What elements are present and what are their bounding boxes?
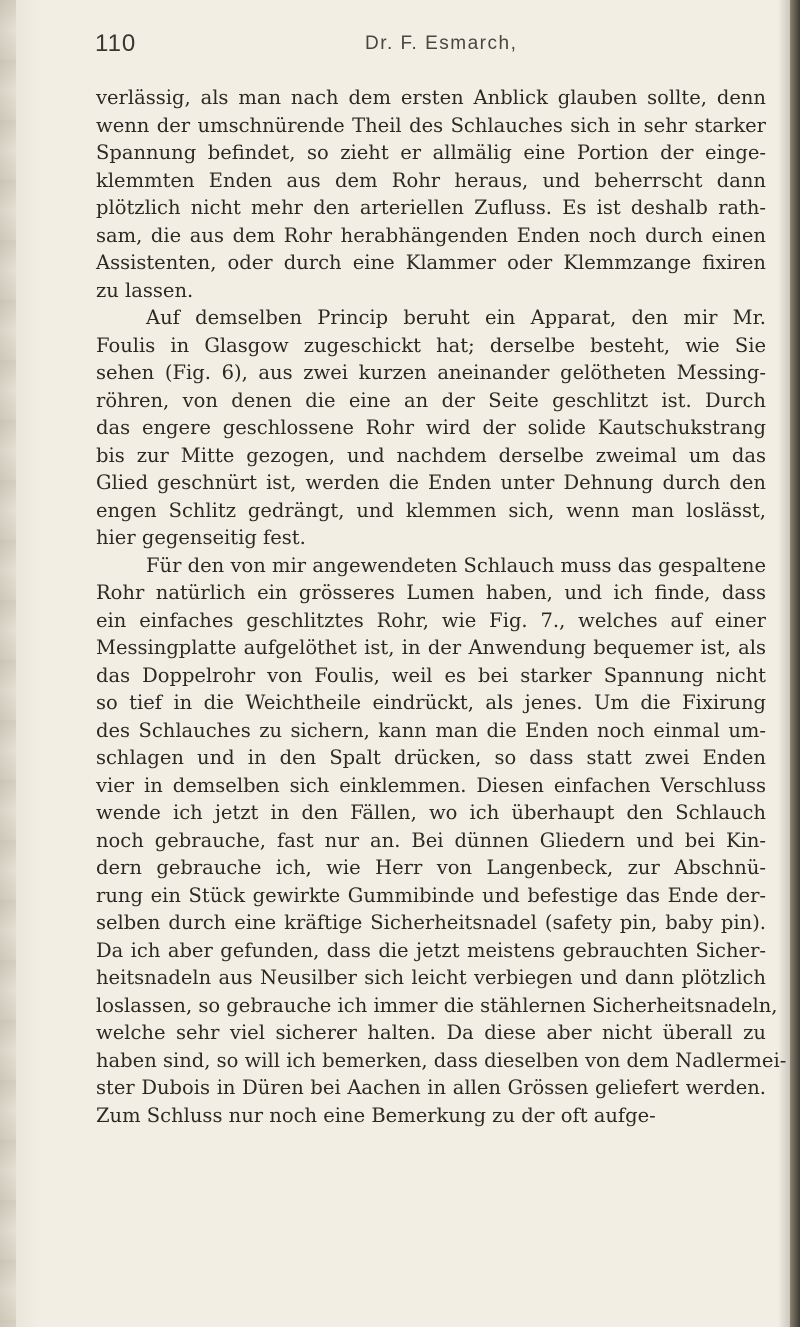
text-line: schlagen und in den Spalt drücken, so dass statt zwei Enden [96, 746, 766, 769]
text-line: Assistenten, oder durch eine Klammer oder Klemmzange fixiren [96, 251, 766, 274]
text-line: verlässig, als man nach dem ersten Anblick glauben sollte, denn [96, 86, 766, 109]
text-line: rung ein Stück gewirkte Gummibinde und befestige das Ende der- [96, 883, 766, 907]
text-line: Für den von mir angewendeten Schlauch muss das gespaltene [146, 553, 766, 577]
body-text [96, 84, 787, 1129]
text-line: Messingplatte aufgelöthet ist, in der Anwendung bequemer ist, als [96, 636, 766, 659]
text-line: engen Schlitz gedrängt, und klemmen sich, wenn man loslässt, [96, 498, 766, 522]
text-line: haben sind, so will ich bemerken, dass dieselben von dem Nadlermei- [96, 1048, 787, 1072]
text-line: bis zur Mitte gezogen, und nachdem derselbe zweimal um das [96, 443, 766, 467]
text-line: plötzlich nicht mehr den arteriellen Zufluss. Es ist deshalb rath- [96, 196, 766, 219]
text-line: Foulis in Glasgow zugeschickt hat; derselbe besteht, wie Sie [96, 333, 766, 357]
text-line: noch gebrauche, fast nur an. Bei dünnen Gliedern und bei Kin- [96, 828, 766, 852]
text-line: Auf demselben Princip beruht ein Apparat, den mir Mr. [146, 306, 766, 329]
text-line: so tief in die Weichtheile eindrückt, als jenes. Um die Fixirung [96, 691, 766, 714]
text-line: ein einfaches geschlitztes Rohr, wie Fig. 7., welches auf einer [96, 608, 766, 632]
text-line: zu lassen. [96, 278, 194, 302]
text-line: sehen (Fig. 6), aus zwei kurzen aneinander gelötheten Messing- [96, 361, 766, 384]
text-line: dern gebrauche ich, wie Herr von Langenbeck, zur Abschnü- [96, 856, 766, 879]
text-line: Spannung befindet, so zieht er allmälig eine Portion der einge- [96, 141, 766, 164]
text-line: heitsnadeln aus Neusilber sich leicht verbiegen und dann plötzlich [96, 966, 766, 989]
text-line: Glied geschnürt ist, werden die Enden unter Dehnung durch den [96, 471, 766, 494]
running-head: Dr. F. Esmarch, [365, 33, 518, 54]
text-line: röhren, von denen die eine an der Seite geschlitzt ist. Durch [96, 388, 766, 412]
text-line: Da ich aber gefunden, dass die jetzt meistens gebrauchten Sicher- [96, 938, 766, 962]
text-line: Rohr natürlich ein grösseres Lumen haben, und ich finde, dass [96, 581, 766, 604]
page-number: 110 [95, 30, 137, 57]
text-line: loslassen, so gebrauche ich immer die stählernen Sicherheitsnadeln, [96, 993, 778, 1017]
text-line: wende ich jetzt in den Fällen, wo ich überhaupt den Schlauch [96, 801, 766, 824]
text-line: sam, die aus dem Rohr herabhängenden Enden noch durch einen [96, 223, 766, 247]
page-left-edge [0, 0, 16, 1327]
text-line: Zum Schluss nur noch eine Bemerkung zu der oft aufge- [96, 1103, 656, 1127]
text-line: des Schlauches zu sichern, kann man die Enden noch einmal um- [96, 718, 766, 742]
text-line: selben durch eine kräftige Sicherheitsnadel (safety pin, baby pin). [96, 911, 766, 934]
text-line: ster Dubois in Düren bei Aachen in allen Grössen geliefert werden. [96, 1076, 766, 1099]
text-line: wenn der umschnürende Theil des Schlauches sich in sehr starker [96, 113, 766, 137]
text-line: welche sehr viel sicherer halten. Da diese aber nicht überall zu [96, 1021, 766, 1044]
text-line: vier in demselben sich einklemmen. Diesen einfachen Verschluss [96, 773, 766, 797]
text-line: hier gegenseitig fest. [96, 526, 306, 549]
text-line: das engere geschlossene Rohr wird der solide Kautschukstrang [96, 416, 766, 439]
text-line: das Doppelrohr von Foulis, weil es bei starker Spannung nicht [96, 663, 766, 687]
page-right-edge [790, 0, 800, 1327]
text-line: klemmten Enden aus dem Rohr heraus, und beherrscht dann [96, 168, 766, 192]
page-header [95, 30, 695, 62]
